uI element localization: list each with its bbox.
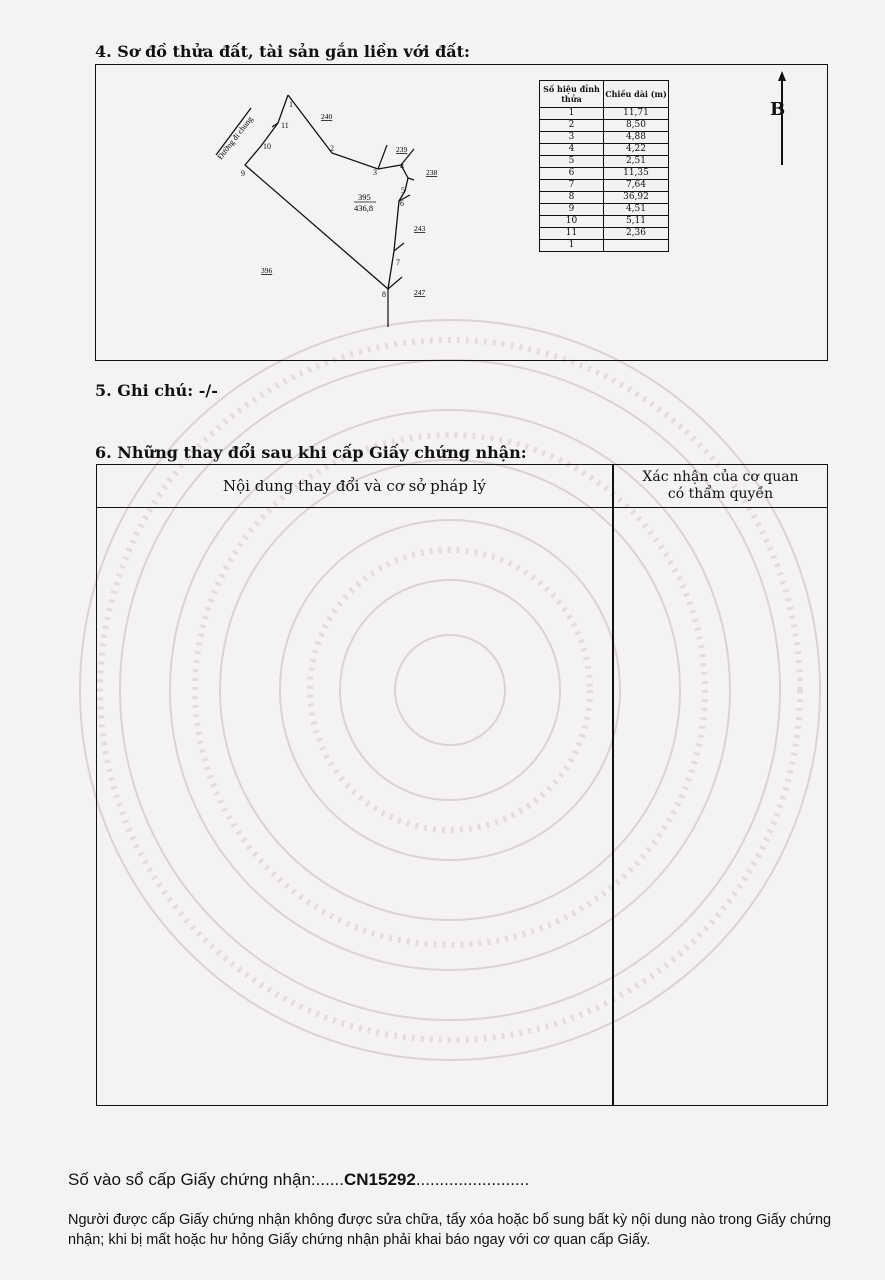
vertex-label-3: 3 xyxy=(373,168,377,177)
table-row: 1 11,71 xyxy=(540,108,669,120)
footer-note: Người được cấp Giấy chứng nhận không được sửa chữa, tẩy xóa hoặc bổ sung bất kỳ nội dung nào trong Giấy chứng nhận; khi bị mất hoặc hư hỏng Giấy chứng nhận phải khai báo ngay với cơ quan cấp Giấy. xyxy=(68,1212,832,1248)
north-label: B xyxy=(770,99,786,120)
neighbor-240: 240 xyxy=(321,112,333,121)
vertex-label-5: 5 xyxy=(401,186,405,195)
vertex-label-10: 10 xyxy=(263,142,271,151)
parcel-boundary xyxy=(245,95,408,289)
parcel-map xyxy=(96,65,826,359)
authority-confirmation-header: Xác nhận của cơ quan có thẩm quyền xyxy=(642,469,799,502)
neighbor-238: 238 xyxy=(426,168,438,177)
vertex-label-4: 4 xyxy=(400,162,404,171)
table-header-point: Số hiệu đỉnh thửa xyxy=(540,81,604,108)
changes-table xyxy=(96,464,828,1106)
registration-line xyxy=(68,1170,529,1190)
vertex-label-7: 7 xyxy=(396,258,400,267)
registration-number: CN15292 xyxy=(343,1170,416,1189)
parcel-number: 395 xyxy=(358,192,371,202)
table-row: 11 2,36 xyxy=(540,228,669,240)
table-row: 8 36,92 xyxy=(540,192,669,204)
north-arrow xyxy=(770,71,790,167)
table-header-length: Chiều dài (m) xyxy=(604,81,669,108)
section-4-heading: 4. Sơ đồ thửa đất, tài sản gắn liền với đất: xyxy=(95,42,470,61)
table-row: 5 2,51 xyxy=(540,156,669,168)
parcel-area: 436,8 xyxy=(354,203,374,213)
vertex-label-11: 11 xyxy=(281,121,289,130)
vertex-label-2: 2 xyxy=(330,144,334,153)
table-row: 9 4,51 xyxy=(540,204,669,216)
neighbor-parcels xyxy=(261,112,438,297)
table-row: 1 xyxy=(540,240,669,252)
table-row: 3 4,88 xyxy=(540,132,669,144)
neighbor-396: 396 xyxy=(261,266,273,275)
table-row: 7 7,64 xyxy=(540,180,669,192)
vertex-label-1: 1 xyxy=(289,100,293,109)
vertex-label-6: 6 xyxy=(400,199,404,208)
table-row: 4 4,22 xyxy=(540,144,669,156)
neighbor-239: 239 xyxy=(396,145,408,154)
neighbor-243: 243 xyxy=(414,224,426,233)
land-parcel-diagram xyxy=(95,64,828,361)
section-5-heading: 5. Ghi chú: -/- xyxy=(95,381,218,400)
table-row: 6 11,35 xyxy=(540,168,669,180)
neighbor-boundaries xyxy=(272,123,414,327)
section-6-heading: 6. Những thay đổi sau khi cấp Giấy chứng nhận: xyxy=(95,443,527,462)
changes-content-header: Nội dung thay đổi và cơ sở pháp lý xyxy=(223,477,486,495)
edge-length-table xyxy=(539,80,669,252)
table-row: 10 5,11 xyxy=(540,216,669,228)
registration-dots: ........................ xyxy=(415,1170,530,1189)
registration-label: Số vào sổ cấp Giấy chứng nhận:...... xyxy=(68,1170,344,1189)
neighbor-247: 247 xyxy=(414,288,426,297)
road-label: Đường đi chung xyxy=(215,114,255,162)
vertex-label-8: 8 xyxy=(382,290,386,299)
vertex-label-9: 9 xyxy=(241,169,245,178)
table-row: 2 8,50 xyxy=(540,120,669,132)
